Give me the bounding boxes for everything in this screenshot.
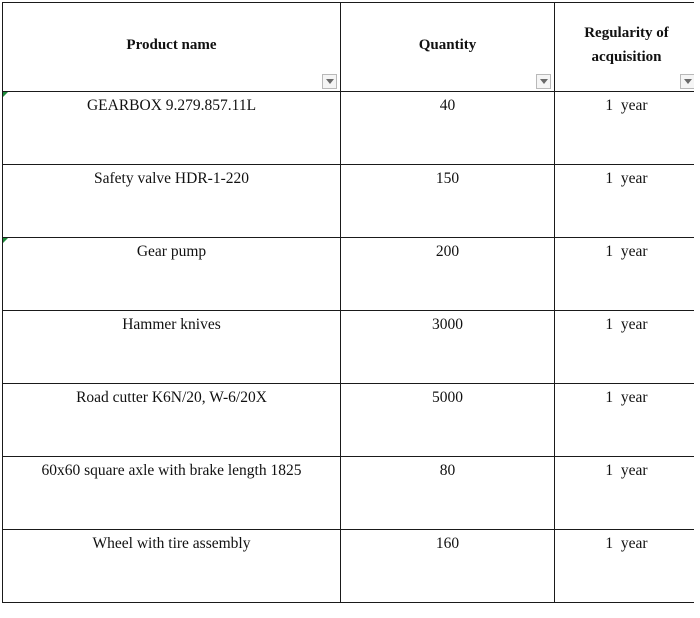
regularity-value: 1 year (605, 462, 648, 479)
quantity-value: 3000 (432, 316, 463, 333)
comment-marker-icon (3, 238, 8, 243)
cell-product[interactable] (3, 457, 341, 530)
header-row (3, 3, 699, 92)
product-name-value: Hammer knives (122, 316, 221, 333)
regularity-value: 1 year (605, 389, 648, 406)
dropdown-triangle-icon (326, 79, 334, 84)
product-name-value: Safety valve HDR-1-220 (94, 170, 249, 187)
cell-regularity[interactable] (555, 457, 699, 530)
cell-quantity[interactable] (341, 238, 555, 311)
regularity-value: 1 year (605, 316, 648, 333)
cell-product[interactable] (3, 165, 341, 238)
header-cell-regularity[interactable] (555, 3, 699, 92)
cell-product[interactable] (3, 92, 341, 165)
header-regularity-label: Regularity of acquisition (584, 25, 669, 65)
spreadsheet-grid (2, 2, 700, 612)
regularity-value: 1 year (605, 535, 648, 552)
table-row (3, 92, 699, 165)
right-edge-clip (694, 0, 700, 618)
quantity-value: 40 (439, 97, 456, 114)
cell-quantity[interactable] (341, 530, 555, 603)
regularity-value: 1 year (605, 243, 648, 260)
cell-regularity[interactable] (555, 530, 699, 603)
quantity-value: 80 (439, 462, 456, 479)
header-quantity-label: Quantity (418, 37, 477, 53)
cell-regularity[interactable] (555, 165, 699, 238)
header-product-name-label: Product name (126, 37, 217, 53)
cell-regularity[interactable] (555, 238, 699, 311)
product-name-value: 60x60 square axle with brake length 1825 (41, 462, 302, 479)
table-row (3, 165, 699, 238)
product-name-value: GEARBOX 9.279.857.11L (86, 97, 257, 114)
cell-product[interactable] (3, 384, 341, 457)
table-row (3, 457, 699, 530)
cell-regularity[interactable] (555, 311, 699, 384)
table-row (3, 384, 699, 457)
header-cell-product-name[interactable] (3, 3, 341, 92)
cell-product[interactable] (3, 238, 341, 311)
product-name-value: Gear pump (136, 243, 207, 260)
cell-product[interactable] (3, 311, 341, 384)
quantity-value: 200 (435, 243, 460, 260)
product-name-value: Road cutter K6N/20, W-6/20X (76, 389, 267, 406)
cell-quantity[interactable] (341, 165, 555, 238)
comment-marker-icon (3, 92, 8, 97)
regularity-value: 1 year (605, 170, 648, 187)
filter-dropdown-product-name[interactable] (322, 74, 337, 89)
dropdown-triangle-icon (684, 79, 692, 84)
quantity-value: 5000 (432, 389, 463, 406)
product-table (2, 2, 699, 603)
dropdown-triangle-icon (540, 79, 548, 84)
cell-quantity[interactable] (341, 384, 555, 457)
cell-product[interactable] (3, 530, 341, 603)
quantity-value: 150 (435, 170, 460, 187)
cell-quantity[interactable] (341, 92, 555, 165)
quantity-value: 160 (435, 535, 460, 552)
regularity-value: 1 year (605, 97, 648, 114)
header-cell-quantity[interactable] (341, 3, 555, 92)
table-row (3, 311, 699, 384)
cell-regularity[interactable] (555, 384, 699, 457)
product-name-value: Wheel with tire assembly (92, 535, 251, 552)
cell-regularity[interactable] (555, 92, 699, 165)
cell-quantity[interactable] (341, 457, 555, 530)
filter-dropdown-quantity[interactable] (536, 74, 551, 89)
cell-quantity[interactable] (341, 311, 555, 384)
filter-dropdown-regularity[interactable] (680, 74, 695, 89)
table-row (3, 238, 699, 311)
table-row (3, 530, 699, 603)
